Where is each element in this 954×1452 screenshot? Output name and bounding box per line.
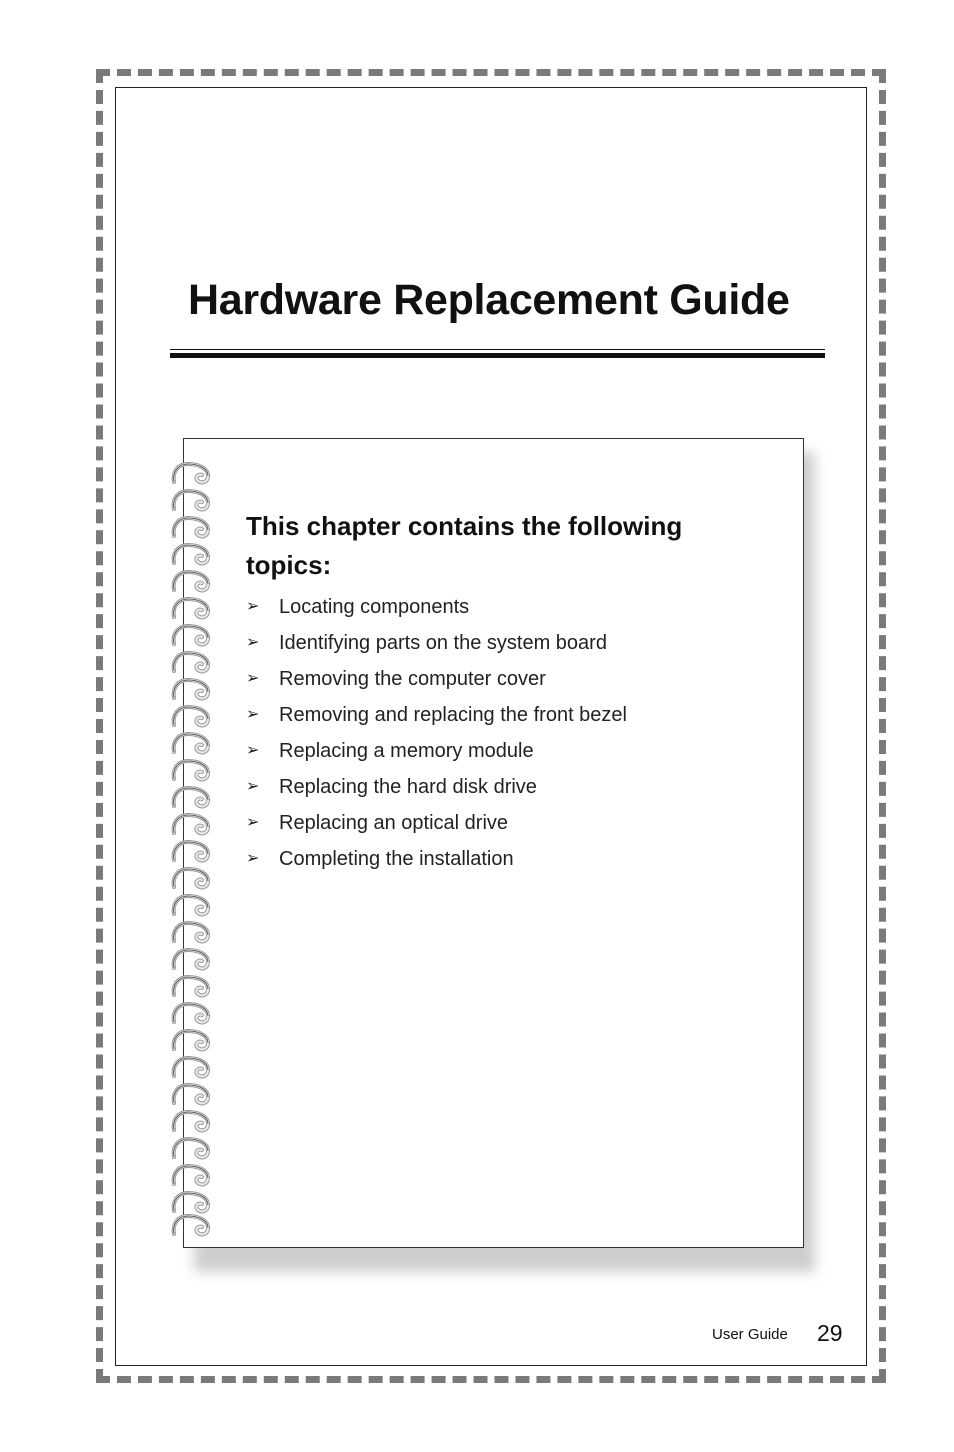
list-item [246, 589, 627, 625]
arrowhead-bullet-icon: ➢ [246, 670, 260, 687]
arrowhead-bullet-icon: ➢ [246, 706, 260, 723]
title-rule-thin [170, 349, 825, 350]
topic-text: Identifying parts on the system board [279, 632, 607, 654]
spiral-binding-icon [170, 460, 214, 1240]
arrowhead-bullet-icon: ➢ [246, 814, 260, 831]
topic-text: Removing the computer cover [279, 668, 546, 690]
topic-list [246, 589, 627, 877]
arrowhead-bullet-icon: ➢ [246, 598, 260, 615]
list-item [246, 625, 627, 661]
list-item [246, 733, 627, 769]
card-heading: This chapter contains the following topics: [246, 511, 683, 580]
topic-text: Replacing an optical drive [279, 812, 509, 834]
title-rule-thick [170, 353, 825, 358]
footer-label: User Guide [712, 1326, 788, 1343]
topic-text: Replacing a memory module [279, 740, 534, 762]
list-item [246, 805, 627, 841]
topic-text: Replacing the hard disk drive [279, 776, 537, 798]
page-number: 29 [817, 1320, 843, 1346]
topic-text: Removing and replacing the front bezel [279, 704, 627, 726]
list-item [246, 769, 627, 805]
list-item [246, 661, 627, 697]
arrowhead-bullet-icon: ➢ [246, 634, 260, 651]
topic-text: Locating components [279, 596, 470, 618]
topic-text: Completing the installation [279, 848, 514, 870]
list-item [246, 841, 627, 877]
arrowhead-bullet-icon: ➢ [246, 742, 260, 759]
arrowhead-bullet-icon: ➢ [246, 778, 260, 795]
chapter-title: Hardware Replacement Guide [188, 276, 790, 324]
arrowhead-bullet-icon: ➢ [246, 850, 260, 867]
list-item [246, 697, 627, 733]
